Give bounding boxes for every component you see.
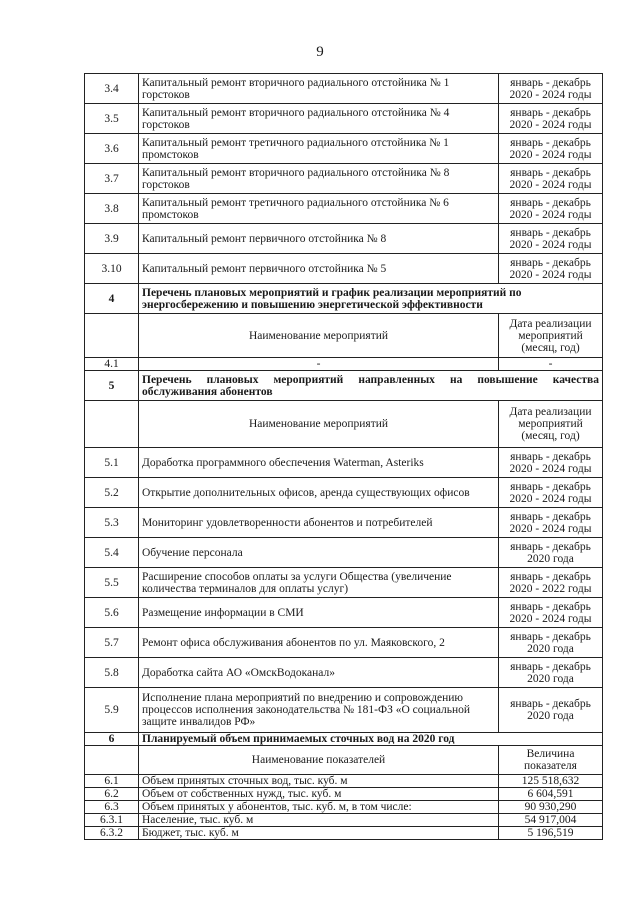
item-date: 5 196,519 xyxy=(499,827,603,840)
item-date: январь - декабрь 2020 - 2024 годы xyxy=(499,478,603,508)
row-number: 6.2 xyxy=(85,788,139,801)
table-row xyxy=(85,775,603,788)
table-row xyxy=(85,478,603,508)
item-date: январь - декабрь 2020 года xyxy=(499,658,603,688)
item-date: январь - декабрь 2020 - 2024 годы xyxy=(499,194,603,224)
item-description: Капитальный ремонт третичного радиального отстойника № 1 промстоков xyxy=(139,134,499,164)
item-date: январь - декабрь 2020 - 2022 годы xyxy=(499,568,603,598)
table-row xyxy=(85,358,603,371)
item-description: Капитальный ремонт вторичного радиального отстойника № 1 горстоков xyxy=(139,74,499,104)
item-date: январь - декабрь 2020 - 2024 годы xyxy=(499,164,603,194)
row-number: 3.10 xyxy=(85,254,139,284)
row-number: 3.8 xyxy=(85,194,139,224)
item-date: январь - декабрь 2020 - 2024 годы xyxy=(499,134,603,164)
date-column-header: Дата реализации мероприятий (месяц, год) xyxy=(499,314,603,358)
row-number: 5.4 xyxy=(85,538,139,568)
table-row xyxy=(85,134,603,164)
row-number: 6.3 xyxy=(85,801,139,814)
item-description: Обучение персонала xyxy=(139,538,499,568)
item-date: январь - декабрь 2020 года xyxy=(499,688,603,733)
row-number: 6 xyxy=(85,733,139,746)
row-number: 5.6 xyxy=(85,598,139,628)
item-description: Капитальный ремонт вторичного радиального отстойника № 4 горстоков xyxy=(139,104,499,134)
table-row xyxy=(85,448,603,478)
row-number: 5.5 xyxy=(85,568,139,598)
row-number: 5.3 xyxy=(85,508,139,538)
item-description: Доработка сайта АО «ОмскВодоканал» xyxy=(139,658,499,688)
table-row xyxy=(85,254,603,284)
item-description: Объем принятых сточных вод, тыс. куб. м xyxy=(139,775,499,788)
item-date: январь - декабрь 2020 - 2024 годы xyxy=(499,224,603,254)
item-description: - xyxy=(139,358,499,371)
item-description: Капитальный ремонт первичного отстойника № 5 xyxy=(139,254,499,284)
row-number: 3.9 xyxy=(85,224,139,254)
row-number: 4 xyxy=(85,284,139,314)
table-row xyxy=(85,814,603,827)
section-title: Планируемый объем принимаемых сточных вод на 2020 год xyxy=(139,733,603,746)
table-row xyxy=(85,194,603,224)
table-row xyxy=(85,688,603,733)
row-number: 5.9 xyxy=(85,688,139,733)
table-row xyxy=(85,224,603,254)
item-description: Размещение информации в СМИ xyxy=(139,598,499,628)
table-row xyxy=(85,827,603,840)
item-date: январь - декабрь 2020 года xyxy=(499,628,603,658)
date-column-header: Величина показателя xyxy=(499,746,603,775)
table-row xyxy=(85,628,603,658)
row-number xyxy=(85,746,139,775)
item-description: Открытие дополнительных офисов, аренда существующих офисов xyxy=(139,478,499,508)
item-description: Доработка программного обеспечения Waterman, Asteriks xyxy=(139,448,499,478)
table-row xyxy=(85,538,603,568)
row-number xyxy=(85,314,139,358)
item-description: Расширение способов оплаты за услуги Общества (увеличение количества терминалов для оплаты услуг) xyxy=(139,568,499,598)
item-description: Бюджет, тыс. куб. м xyxy=(139,827,499,840)
item-description: Капитальный ремонт первичного отстойника № 8 xyxy=(139,224,499,254)
table-row xyxy=(85,568,603,598)
item-date: январь - декабрь 2020 - 2024 годы xyxy=(499,598,603,628)
section-row xyxy=(85,371,603,401)
item-date: январь - декабрь 2020 - 2024 годы xyxy=(499,508,603,538)
item-description: Наименование показателей xyxy=(139,746,499,775)
table-row xyxy=(85,658,603,688)
page-number: 9 xyxy=(316,44,324,60)
row-number: 5.2 xyxy=(85,478,139,508)
item-description: Объем принятых у абонентов, тыс. куб. м, в том числе: xyxy=(139,801,499,814)
row-number: 3.5 xyxy=(85,104,139,134)
item-description: Мониторинг удовлетворенности абонентов и потребителей xyxy=(139,508,499,538)
column-header-row xyxy=(85,401,603,448)
item-date: 125 518,632 xyxy=(499,775,603,788)
table-row xyxy=(85,104,603,134)
table-row xyxy=(85,801,603,814)
item-date: январь - декабрь 2020 - 2024 годы xyxy=(499,104,603,134)
row-number: 6.1 xyxy=(85,775,139,788)
item-description: Объем от собственных нужд, тыс. куб. м xyxy=(139,788,499,801)
item-date: 6 604,591 xyxy=(499,788,603,801)
table-row xyxy=(85,598,603,628)
row-number: 5 xyxy=(85,371,139,401)
item-description: Ремонт офиса обслуживания абонентов по ул. Маяковского, 2 xyxy=(139,628,499,658)
section-title: Перечень плановых мероприятий и график реализации мероприятий по энергосбережению и повышению энергетической эффективности xyxy=(139,284,603,314)
item-description: Капитальный ремонт вторичного радиального отстойника № 8 горстоков xyxy=(139,164,499,194)
column-header-row xyxy=(85,746,603,775)
row-number: 5.7 xyxy=(85,628,139,658)
item-date: 54 917,004 xyxy=(499,814,603,827)
section-row xyxy=(85,284,603,314)
item-description: Наименование мероприятий xyxy=(139,314,499,358)
item-description: Исполнение плана мероприятий по внедрению и сопровождению процессов исполнения законодательства № 181-ФЗ «О социальной защите инвалидов РФ» xyxy=(139,688,499,733)
date-column-header: Дата реализации мероприятий (месяц, год) xyxy=(499,401,603,448)
item-date: 90 930,290 xyxy=(499,801,603,814)
row-number: 6.3.1 xyxy=(85,814,139,827)
row-number xyxy=(85,401,139,448)
item-date: январь - декабрь 2020 - 2024 годы xyxy=(499,254,603,284)
table-row xyxy=(85,74,603,104)
item-description: Капитальный ремонт третичного радиального отстойника № 6 промстоков xyxy=(139,194,499,224)
table-row xyxy=(85,164,603,194)
section-row xyxy=(85,733,603,746)
row-number: 3.7 xyxy=(85,164,139,194)
section-title: Перечень плановых мероприятий направленных на повышение качества обслуживания абонентов xyxy=(139,371,603,401)
column-header-row xyxy=(85,314,603,358)
item-description: Наименование мероприятий xyxy=(139,401,499,448)
row-number: 6.3.2 xyxy=(85,827,139,840)
row-number: 3.4 xyxy=(85,74,139,104)
row-number: 3.6 xyxy=(85,134,139,164)
item-date: январь - декабрь 2020 года xyxy=(499,538,603,568)
plan-table xyxy=(84,73,603,840)
item-description: Население, тыс. куб. м xyxy=(139,814,499,827)
item-date: январь - декабрь 2020 - 2024 годы xyxy=(499,74,603,104)
item-date: январь - декабрь 2020 - 2024 годы xyxy=(499,448,603,478)
table-row xyxy=(85,508,603,538)
item-date: - xyxy=(499,358,603,371)
table-row xyxy=(85,788,603,801)
row-number: 4.1 xyxy=(85,358,139,371)
row-number: 5.8 xyxy=(85,658,139,688)
row-number: 5.1 xyxy=(85,448,139,478)
